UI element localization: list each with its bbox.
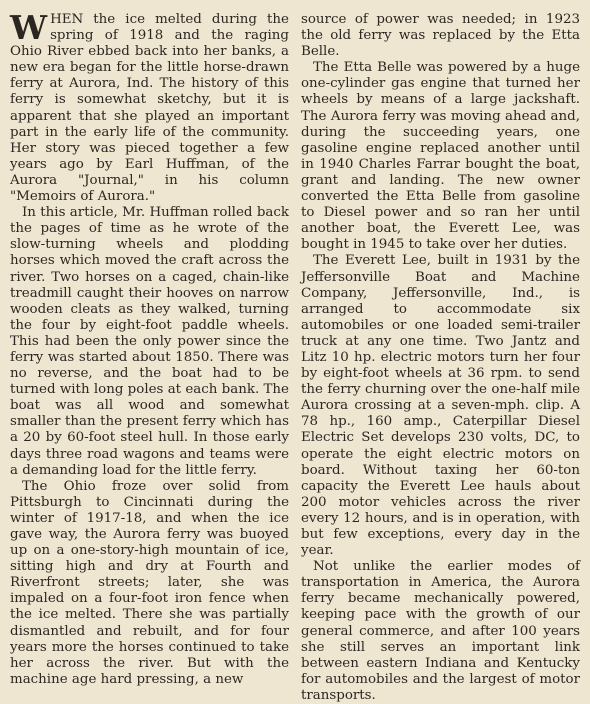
- right-column: [301, 12, 580, 703]
- paragraph-1: [10, 8, 289, 205]
- paragraph-7: Not unlike the earlier modes of transportation in America, the Aurora ferry became mechanically powered, keeping pace with the growth of our general commerce, and after 100 years she still serves an important link between eastern Indiana and Kentucky for automobiles and the largest of motor transports.: [301, 559, 580, 703]
- paragraph-6: The Everett Lee, built in 1931 by the Jeffersonville Boat and Machine Company, Jeffersonville, Ind., is arranged to accommodate six automobiles or one loaded semi-trailer truck at any one time. Two Jantz and Litz 10 hp. electric motors turn her four by eight-foot wheels at 36 rpm. to send the ferry churning over the one-half mile Aurora crossing at a seven-mph. clip. A 78 hp., 160 amp., Caterpillar Diesel Electric Set develops 230 volts, DC, to operate the eight electric motors on board. Without taxing her 60-ton capacity the Everett Lee hauls about 200 motor vehicles across the river every 12 hours, and is in operation, with but few exceptions, every day in the year.: [301, 253, 580, 559]
- drop-cap: W: [10, 8, 48, 47]
- left-column: [10, 8, 289, 687]
- paragraph-4: source of power was needed; in 1923 the old ferry was replaced by the Etta Belle.: [301, 12, 580, 60]
- paragraph-2: In this article, Mr. Huffman rolled back the pages of time as he wrote of the slow-turning wheels and plodding horses which moved the craft across the river. Two horses on a caged, chain-like treadmill caught their hooves on narrow wooden cleats as they walked, turning the four by eight-foot paddle wheels. This had been the only power since the ferry was started about 1850. There was no reverse, and the boat had to be turned with long poles at each bank. The boat was all wood and somewhat smaller than the present ferry which has a 20 by 60-foot steel hull. In those early days three road wagons and teams were a demanding load for the little ferry.: [10, 205, 289, 478]
- paragraph-1-text: HEN the ice melted during the spring of 1918 and the raging Ohio River ebbed back into her banks, a new era began for the little horse-drawn ferry at Aurora, Ind. The history of this ferry is somewhat sketchy, but it is apparent that she played an important part in the early life of the community. Her story was pieced together a few years ago by Earl Huffman, of the Aurora "Journal," in his column "Memoirs of Aurora.": [10, 12, 289, 205]
- paragraph-5: The Etta Belle was powered by a huge one-cylinder gas engine that turned her wheels by means of a large jackshaft. The Aurora ferry was moving ahead and, during the succeeding years, one gasoline engine replaced another until in 1940 Charles Farrar bought the boat, grant and landing. The new owner converted the Etta Belle from gasoline to Diesel power and so ran her until another boat, the Everett Lee, was bought in 1945 to take over her duties.: [301, 60, 580, 253]
- paragraph-3: The Ohio froze over solid from Pittsburgh to Cincinnati during the winter of 1917-18, and when the ice gave way, the Aurora ferry was buoyed up on a one-story-high mountain of ice, sitting high and dry at Fourth and Riverfront streets; later, she was impaled on a four-foot iron fence when the ice melted. There she was partially dismantled and rebuilt, and for four years more the horses continued to take her across the river. But with the machine age hard pressing, a new: [10, 478, 289, 687]
